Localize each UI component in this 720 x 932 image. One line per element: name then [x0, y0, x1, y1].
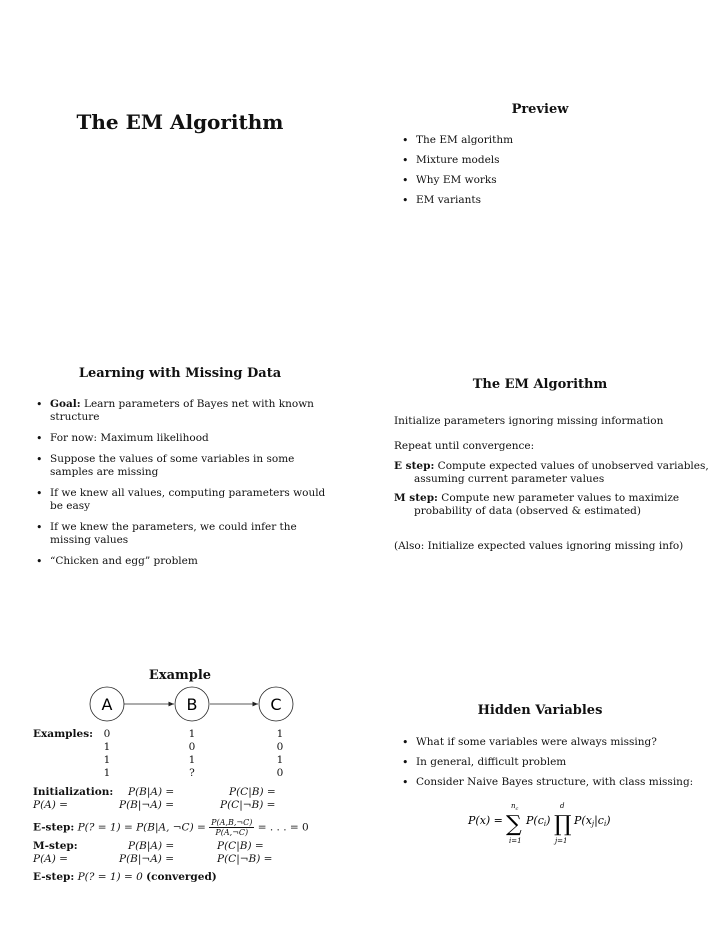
- also-text: (Also: Initialize expected values ignoring missing info): [394, 540, 684, 552]
- term-p-xj-sub: j: [591, 820, 595, 828]
- estep-label: E-step:: [33, 821, 75, 834]
- preview-item: • EM variants: [398, 194, 698, 207]
- mstep-p-c-given-not-b: P(C|¬B) =: [217, 853, 273, 865]
- estep2-line: [33, 871, 217, 884]
- table-cell: 0: [276, 767, 284, 779]
- prod-upper: d: [560, 802, 565, 810]
- sum-symbol: ∑: [506, 812, 522, 837]
- estep-line: [33, 818, 309, 837]
- goal-label: Goal:: [50, 398, 81, 410]
- m-step: [394, 492, 714, 518]
- table-cell: 0: [103, 728, 111, 740]
- init-p-a: P(A) =: [33, 799, 68, 811]
- missing-data-title: Learning with Missing Data: [78, 366, 282, 381]
- slide-em-algorithm: [360, 310, 720, 620]
- term-p-xj-base: P(x: [574, 814, 592, 827]
- sum-upper-sub: c: [515, 806, 519, 812]
- estep2-label: E-step:: [33, 871, 75, 883]
- list-item: • “Chicken and egg” problem: [32, 555, 327, 568]
- preview-item: • The EM algorithm: [398, 134, 698, 147]
- init-text: Initialize parameters ignoring missing information: [394, 415, 664, 427]
- table-cell: 1: [276, 754, 284, 766]
- mstep-label-text: M-step:: [33, 840, 78, 852]
- e-step-text: Compute expected values of unobserved variables, assuming current parameter values: [414, 460, 709, 485]
- em-title: The EM Algorithm: [472, 377, 608, 392]
- preview-item: • Mixture models: [398, 154, 698, 167]
- table-cell: 0: [276, 741, 284, 753]
- example-title: Example: [148, 668, 212, 683]
- estep-fraction: [209, 818, 254, 837]
- preview-item: • Why EM works: [398, 174, 698, 187]
- goal-text: Learn parameters of Bayes net with known structure: [50, 398, 314, 423]
- node-a-label: A: [101, 695, 113, 714]
- table-cell: 1: [276, 728, 284, 740]
- slide-title: [0, 0, 360, 310]
- table-cell: 1: [103, 741, 111, 753]
- init-p-b-given-not-a: P(B|¬A) =: [119, 799, 175, 811]
- list-item: • Suppose the values of some variables in some samples are missing: [32, 453, 327, 479]
- list-item: [32, 398, 327, 424]
- list-item: • If we knew the parameters, we could infer the missing values: [32, 521, 327, 547]
- e-step-label: E step:: [394, 460, 435, 472]
- list-item: • In general, difficult problem: [398, 756, 698, 769]
- examples-label: [33, 728, 93, 741]
- table-cell: 1: [103, 767, 111, 779]
- estep-denominator: P(A,¬C): [215, 828, 249, 837]
- list-item: • If we knew all values, computing parameters would be easy: [32, 487, 327, 513]
- estep-rhs: = . . . = 0: [257, 821, 309, 834]
- sum-upper: [511, 802, 519, 812]
- estep2-text: P(? = 1) = 0: [77, 871, 143, 883]
- mstep-p-b-given-a: P(B|A) =: [128, 840, 175, 852]
- estep-lhs: P(? = 1) = P(B|A, ¬C) =: [77, 821, 206, 834]
- term-p-ci: P(ci): [526, 814, 551, 828]
- init-label-text: Initialization:: [33, 786, 114, 798]
- preview-title: Preview: [511, 102, 569, 117]
- table-cell: 0: [188, 741, 196, 753]
- slide-preview: [360, 0, 720, 310]
- node-b-label: B: [186, 695, 198, 714]
- missing-data-list: [32, 398, 327, 576]
- column-b: [182, 728, 202, 780]
- hidden-variables-title: Hidden Variables: [477, 703, 603, 718]
- mstep-p-c-given-b: P(C|B) =: [217, 840, 264, 852]
- sum-upper-n: n: [511, 802, 516, 810]
- node-c-label: C: [270, 695, 282, 714]
- m-step-label: M step:: [394, 492, 438, 504]
- term-p-xj: P(xj|ci): [574, 814, 611, 828]
- repeat-text: Repeat until convergence:: [394, 440, 535, 452]
- table-cell: ?: [189, 767, 195, 779]
- table-cell: 1: [103, 754, 111, 766]
- list-item: • What if some variables were always missing?: [398, 736, 698, 749]
- hidden-variables-list: [398, 736, 698, 796]
- mstep-p-a: P(A) =: [33, 853, 68, 865]
- list-item: • For now: Maximum likelihood: [32, 432, 327, 445]
- term-p-ci-base: P(c: [526, 814, 544, 827]
- slide-missing-data: [0, 310, 360, 620]
- main-title: The EM Algorithm: [76, 110, 284, 134]
- naive-bayes-formula: [360, 798, 720, 868]
- converged-label: (converged): [146, 871, 217, 883]
- table-cell: 1: [188, 754, 196, 766]
- estep-numerator: P(A,B,¬C): [211, 818, 253, 827]
- list-item: • Consider Naive Bayes structure, with class missing:: [398, 776, 698, 789]
- m-step-text: Compute new parameter values to maximize probability of data (observed & estimated): [414, 492, 680, 517]
- formula-lhs: P(x) =: [468, 814, 503, 827]
- sum-lower: i=1: [509, 837, 522, 845]
- table-cell: 1: [188, 728, 196, 740]
- term-p-xj-cond-sub: i: [603, 820, 607, 828]
- product-symbol: ∏: [554, 812, 572, 837]
- term-p-xj-cond: |c: [594, 814, 604, 827]
- init-p-b-given-a: P(B|A) =: [128, 786, 175, 798]
- column-a: [97, 728, 117, 780]
- init-p-c-given-not-b: P(C|¬B) =: [220, 799, 276, 811]
- slide-example: [0, 620, 360, 930]
- slide-hidden-variables: [360, 620, 720, 930]
- mstep-label: [33, 840, 78, 853]
- column-c: [270, 728, 290, 780]
- prod-lower: j=1: [555, 837, 568, 845]
- init-p-c-given-b: P(C|B) =: [229, 786, 276, 798]
- examples-label-text: Examples:: [33, 728, 93, 740]
- bayes-net-diagram: [0, 620, 360, 730]
- mstep-p-b-given-not-a: P(B|¬A) =: [119, 853, 175, 865]
- e-step: [394, 460, 714, 486]
- init-label: [33, 786, 113, 799]
- term-p-ci-sub: i: [543, 820, 547, 828]
- preview-list: [398, 134, 698, 214]
